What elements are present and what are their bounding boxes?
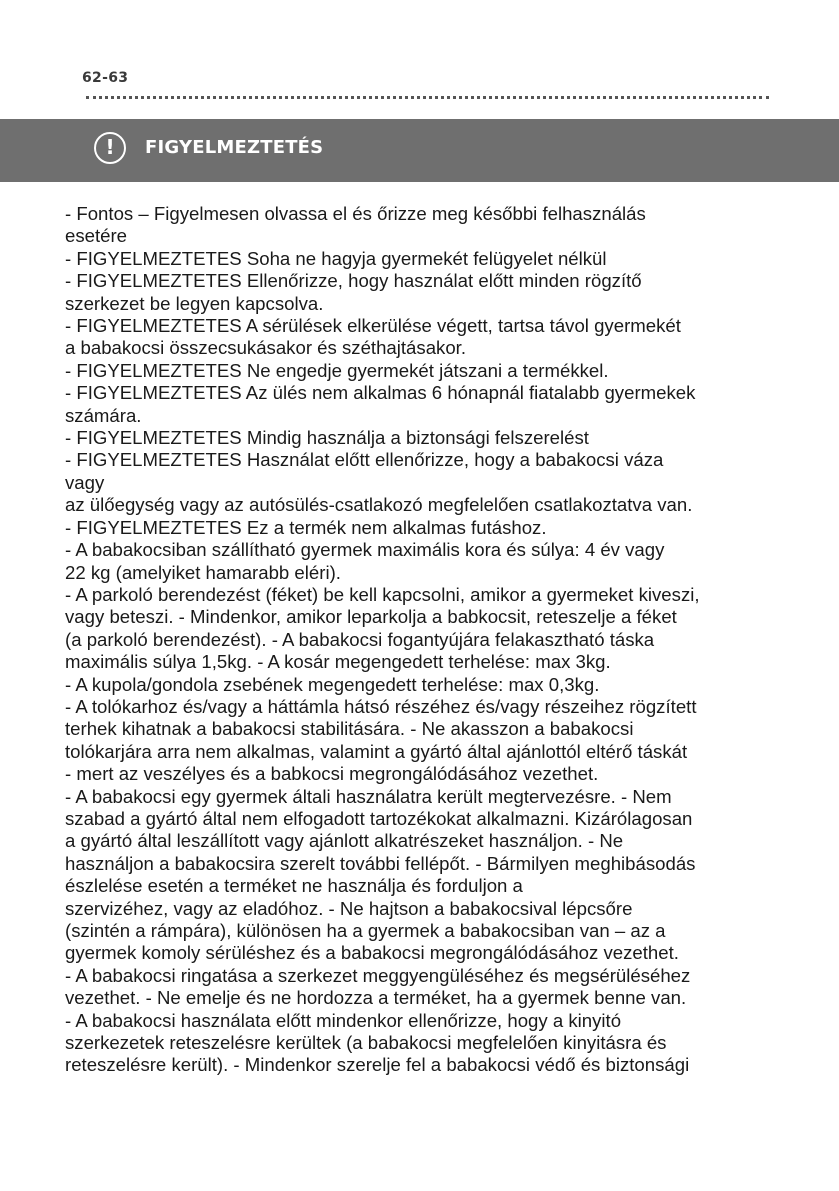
text-line: - A kupola/gondola zsebének megengedett terhelése: max 0,3kg. bbox=[65, 673, 600, 695]
warning-text-body bbox=[65, 203, 795, 1077]
text-line: - A babakocsiban szállítható gyermek maximális kora és súlya: 4 év vagy bbox=[65, 539, 665, 561]
text-line: - FIGYELMEZTETES Ne engedje gyermekét játszani a termékkel. bbox=[65, 359, 609, 381]
text-line: - FIGYELMEZTETES A sérülések elkerülése végett, tartsa távol gyermekét bbox=[65, 315, 681, 337]
text-line: (a parkoló berendezést). - A babakocsi fogantyújára felakasztható táska bbox=[65, 628, 655, 650]
text-line: 22 kg (amelyiket hamarabb eléri). bbox=[65, 561, 341, 583]
text-line: szerkezet be legyen kapcsolva. bbox=[65, 292, 324, 314]
text-line: tolókarjára arra nem alkalmas, valamint a gyártó által ajánlottól eltérő táskát bbox=[65, 740, 688, 762]
text-line: észlelése esetén a terméket ne használja és forduljon a bbox=[65, 875, 523, 897]
text-line: (szintén a rámpára), különösen ha a gyermek a babakocsiban van – az a bbox=[65, 920, 666, 941]
text-line: a gyártó által leszállított vagy ajánlott alkatrészeket használjon. - Ne bbox=[65, 830, 624, 852]
text-line: reteszelésre került). - Mindenkor szerelje fel a babakocsi védő és biztonsági bbox=[65, 1054, 690, 1076]
text-line: - FIGYELMEZTETES Az ülés nem alkalmas 6 hónapnál fiatalabb gyermekek bbox=[65, 382, 696, 404]
text-line: - FIGYELMEZTETES Mindig használja a biztonsági felszerelést bbox=[65, 427, 589, 449]
text-line: - A babakocsi ringatása a szerkezet meggyengüléséhez és megsérüléséhez bbox=[65, 964, 691, 986]
text-line: - mert az veszélyes és a babkocsi megrongálódásához vezethet. bbox=[65, 763, 599, 785]
page-number: 62-63 bbox=[82, 70, 129, 86]
text-line: - FIGYELMEZTETES Soha ne hagyja gyermekét felügyelet nélkül bbox=[65, 247, 607, 269]
text-line: szabad a gyártó által nem elfogadott tartozékokat alkalmazni. Kizárólagosan bbox=[65, 807, 693, 829]
text-line: - A parkoló berendezést (féket) be kell kapcsolni, amikor a gyermeket kiveszi, bbox=[65, 583, 700, 605]
text-line: vezethet. - Ne emelje és ne hordozza a terméket, ha a gyermek benne van. bbox=[65, 987, 687, 1009]
warning-title: FIGYELMEZTETÉS bbox=[145, 137, 324, 158]
text-line: számára. bbox=[65, 404, 142, 426]
text-line: - FIGYELMEZTETES Használat előtt ellenőrizze, hogy a babakocsi váza bbox=[65, 449, 664, 471]
text-line: - A babakocsi használata előtt mindenkor ellenőrizze, hogy a kinyitó bbox=[65, 1009, 622, 1031]
text-line: esetére bbox=[65, 225, 128, 247]
text-line: vagy bbox=[65, 471, 105, 493]
dotted-divider bbox=[86, 96, 769, 99]
text-line: szerkezetek reteszelésre kerültek (a babakocsi megfelelően kinyitásra és bbox=[65, 1032, 667, 1054]
text-line: - Fontos – Figyelmesen olvassa el és őrizze meg későbbi felhasználás bbox=[65, 203, 646, 224]
warning-banner bbox=[0, 119, 839, 182]
exclamation-circle-icon: ! bbox=[94, 132, 126, 164]
text-line: használjon a babakocsira szerelt további fellépőt. - Bármilyen meghibásodás bbox=[65, 852, 696, 874]
text-line: - FIGYELMEZTETES Ez a termék nem alkalmas futáshoz. bbox=[65, 516, 547, 538]
text-line: a babakocsi összecsukásakor és széthajtásakor. bbox=[65, 337, 467, 359]
text-line: - A babakocsi egy gyermek általi használatra került megtervezésre. - Nem bbox=[65, 785, 672, 807]
text-line: - FIGYELMEZTETES Ellenőrizze, hogy használat előtt minden rögzítő bbox=[65, 270, 642, 292]
text-line: terhek kihatnak a babakocsi stabilitására. - Ne akasszon a babakocsi bbox=[65, 718, 634, 740]
text-line: az ülőegység vagy az autósülés-csatlakozó megfelelően csatlakoztatva van. bbox=[65, 494, 693, 516]
text-line: - A tolókarhoz és/vagy a háttámla hátsó részéhez és/vagy részeihez rögzített bbox=[65, 695, 697, 717]
text-line: vagy beteszi. - Mindenkor, amikor leparkolja a babkocsit, reteszelje a féket bbox=[65, 606, 677, 628]
text-line: gyermek komoly sérüléshez és a babakocsi megrongálódásához vezethet. bbox=[65, 942, 679, 964]
text-line: szervizéhez, vagy az eladóhoz. - Ne hajtson a babakocsival lépcsőre bbox=[65, 897, 633, 919]
text-line: maximális súlya 1,5kg. - A kosár megengedett terhelése: max 3kg. bbox=[65, 651, 611, 673]
